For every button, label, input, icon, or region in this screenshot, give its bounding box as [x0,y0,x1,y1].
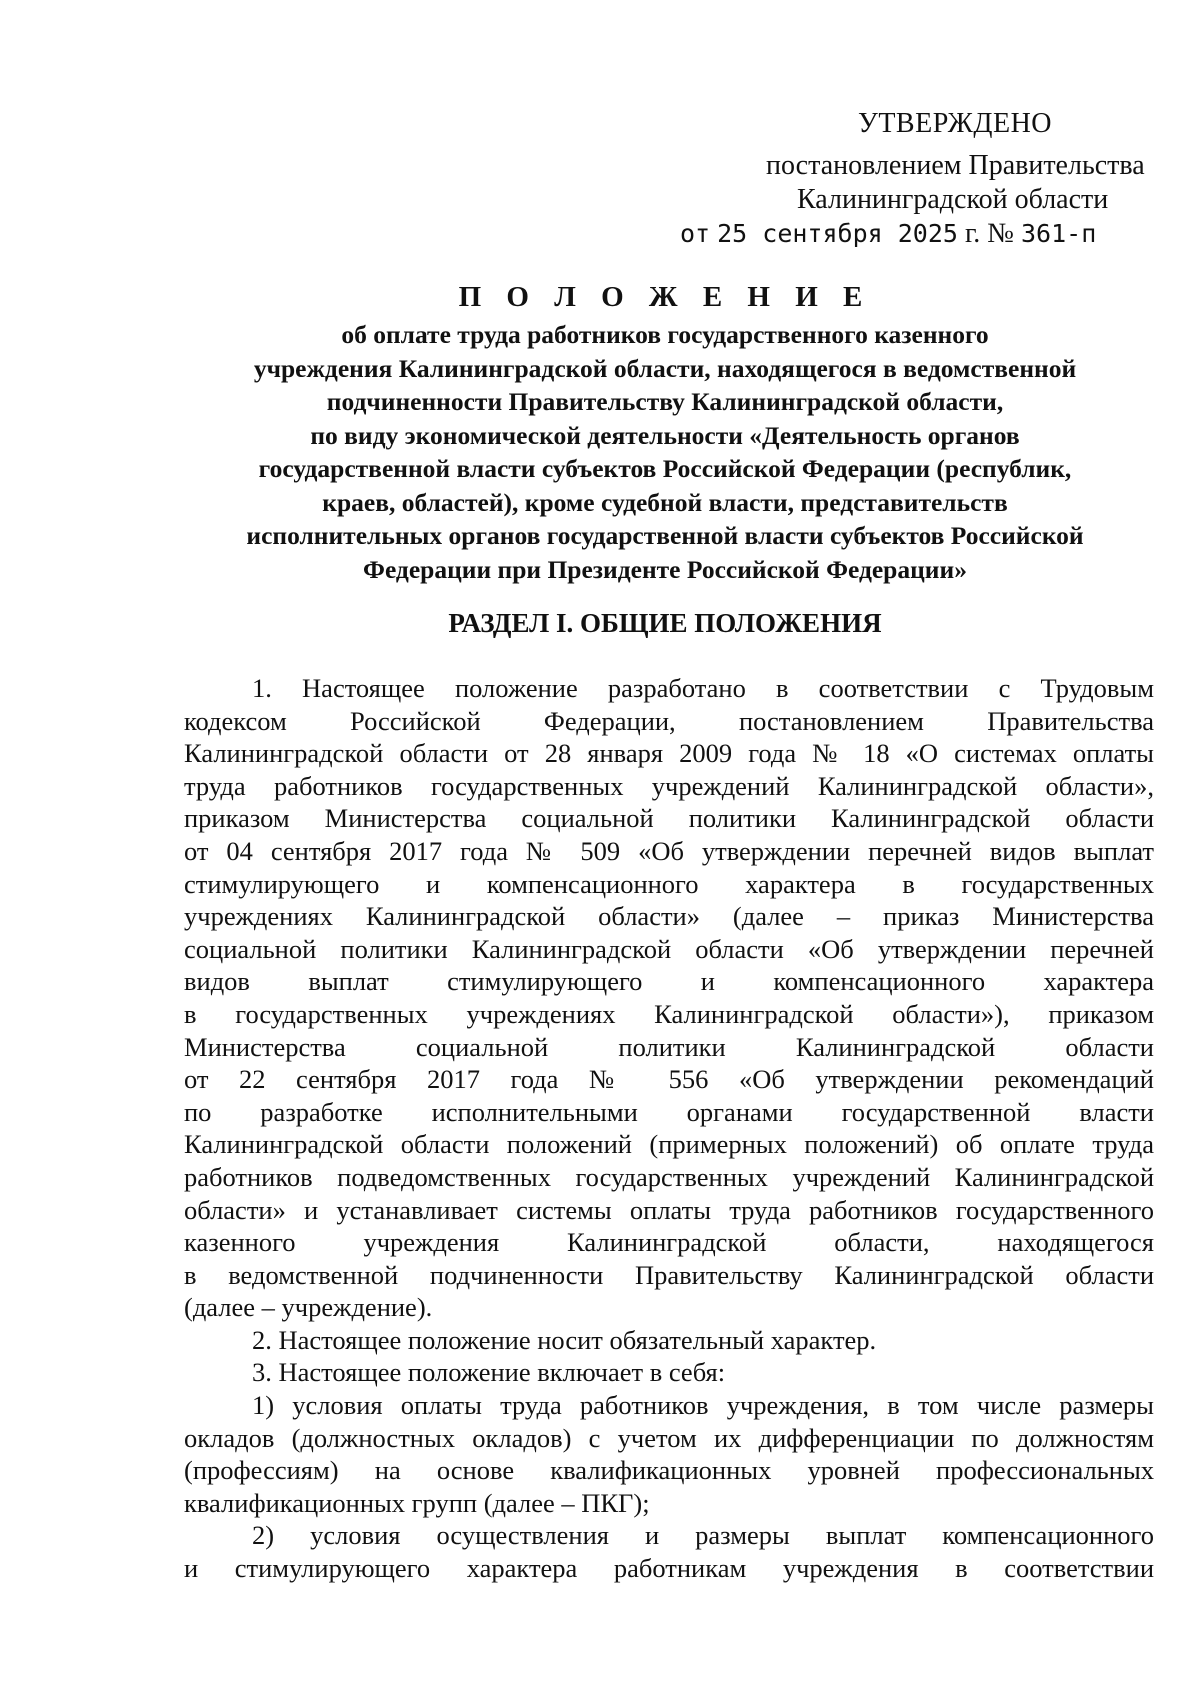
body-line: и стимулирующего характера работникам учреждения в соответствии [184,1553,1154,1584]
body-line: области» и устанавливает системы оплаты труда работников государственного [184,1194,1154,1225]
subtitle-line: исполнительных органов государственной власти субъектов Российской [246,521,1084,550]
subtitle-line: по виду экономической деятельности «Деятельность органов [310,420,1020,450]
body-line: в государственных учреждениях Калининградской области»), приказом [184,998,1154,1029]
subtitle-line: Федерации при Президенте Российской Федерации» [363,554,967,584]
body-line: квалификационных групп (далее – ПКГ); [184,1487,650,1518]
approval-line-2: Калининградской области [797,184,1109,215]
body-line: социальной политики Калининградской области «Об утверждении перечней [184,933,1154,964]
body-line: работников подведомственных государственных учреждений Калининградской [184,1161,1154,1192]
body-line: приказом Министерства социальной политики Калининградской области [184,803,1154,834]
body-line: труда работников государственных учреждений Калининградской области», [184,770,1154,801]
document-title-block [150,280,1180,586]
body-line: (далее – учреждение). [184,1292,433,1323]
body-line: от 22 сентября 2017 года № 556 «Об утверждении рекомендаций [184,1064,1154,1095]
subtitle-line: краев, областей), кроме судебной власти, представительств [322,487,1008,517]
body-line: стимулирующего и компенсационного характера в государственных [184,868,1154,899]
body-line: Калининградской области от 28 января 2009 года № 18 «О системах оплаты [184,738,1154,769]
body-line: Калининградской области положений (примерных положений) об оплате труда [184,1129,1154,1160]
body-line: кодексом Российской Федерации, постановлением Правительства [184,705,1154,736]
body-line: в ведомственной подчиненности Правительству Калининградской области [184,1259,1154,1290]
body-line: 3. Настоящее положение включает в себя: [252,1357,726,1388]
approval-line-1: постановлением Правительства [766,150,1145,181]
document-subtitle [150,318,1180,586]
body-line: окладов (должностных окладов) с учетом их дифференциации по должностям [184,1422,1154,1453]
body-line: (профессиям) на основе квалификационных уровней профессиональных [184,1455,1154,1486]
subtitle-line: об оплате труда работников государственного казенного [341,320,989,349]
body-line: казенного учреждения Калининградской области, находящегося [184,1227,1154,1258]
approval-date-line [680,218,1096,250]
subtitle-line: подчиненности Правительству Калининградской области, [326,387,1004,416]
body-line: по разработке исполнительными органами государственной власти [184,1096,1154,1127]
body-line: учреждениях Калининградской области» (далее – приказ Министерства [184,901,1154,932]
approval-number: 361-п [1020,219,1097,248]
document-body [184,672,1154,1585]
body-line: от 04 сентября 2017 года № 509 «Об утверждении перечней видов выплат [184,835,1154,866]
section-heading: РАЗДЕЛ I. ОБЩИЕ ПОЛОЖЕНИЯ [448,608,882,638]
approval-heading: УТВЕРЖДЕНО [858,108,1053,139]
body-line: Министерства социальной политики Калининградской области [184,1031,1154,1062]
body-line: 2. Настоящее положение носит обязательный характер. [252,1324,877,1355]
approval-date-prefix: от [680,219,711,248]
body-line: 1. Настоящее положение разработано в соответствии с Трудовым [252,673,1154,703]
approval-year-suffix: г. № [964,218,1014,249]
body-line: 1) условия оплаты труда работников учреждения, в том числе размеры [252,1390,1154,1421]
approval-date-value: 25 сентября 2025 [717,219,958,248]
subtitle-line: государственной власти субъектов Российской Федерации (республик, [258,454,1072,483]
document-title: П О Л О Ж Е Н И Е [458,281,872,313]
body-line: 2) условия осуществления и размеры выплат компенсационного [252,1520,1154,1551]
subtitle-line: учреждения Калининградской области, находящегося в ведомственной [253,353,1077,383]
body-line: видов выплат стимулирующего и компенсационного характера [184,966,1154,997]
